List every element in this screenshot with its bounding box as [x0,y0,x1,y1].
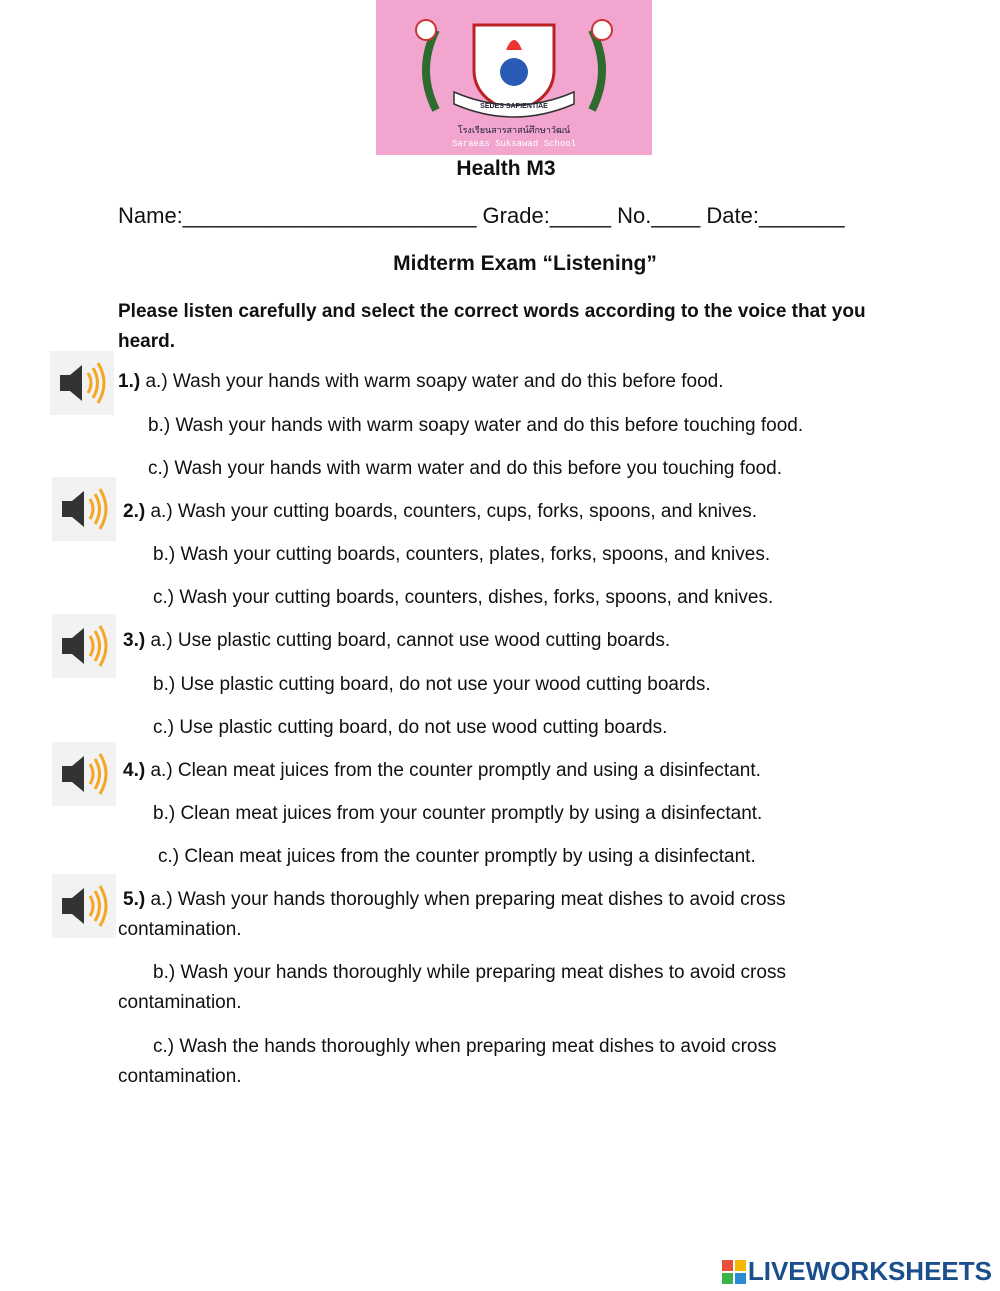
speaker-icon[interactable] [52,874,116,938]
speaker-icon[interactable] [50,351,114,415]
question-5-option-a[interactable]: 5.) a.) Wash your hands thoroughly when preparing meat dishes to avoid cross contamination. [118,889,786,940]
brand-name: LIVEWORKSHEETS [747,1256,992,1286]
liveworksheets-mark-icon [722,1260,746,1284]
question-4-option-a[interactable]: 4.) a.) Clean meat juices from the counter promptly and using a disinfectant. [123,760,761,781]
question-number: 3.) [123,630,146,651]
question-number: 1.) [118,371,141,392]
question-3-option-b[interactable]: b.) Use plastic cutting board, do not use your wood cutting boards. [153,674,711,695]
question-number: 2.) [123,501,146,522]
question-3-option-c[interactable]: c.) Use plastic cutting board, do not use wood cutting boards. [153,717,668,738]
question-5-option-c[interactable]: c.) Wash the hands thoroughly when preparing meat dishes to avoid cross contamination. [118,1036,777,1087]
question-2-option-c[interactable]: c.) Wash your cutting boards, counters, dishes, forks, spoons, and knives. [153,587,774,608]
exam-title: Midterm Exam “Listening” [393,252,657,275]
school-logo [376,0,652,155]
speaker-icon[interactable] [52,614,116,678]
question-1-option-a[interactable]: 1.) a.) Wash your hands with warm soapy water and do this before food. [118,371,724,392]
question-2-option-b[interactable]: b.) Wash your cutting boards, counters, plates, forks, spoons, and knives. [153,544,771,565]
instructions: Please listen carefully and select the correct words according to the voice that you heard. [118,301,866,352]
school-crest-image [376,0,652,155]
question-1-option-c[interactable]: c.) Wash your hands with warm water and do this before you touching food. [148,458,783,479]
page-title: Health M3 [456,157,556,180]
question-4-option-c[interactable]: c.) Clean meat juices from the counter promptly by using a disinfectant. [158,846,756,867]
logo-motto-text: SEDES SAPIENTIAE [480,103,548,110]
question-1-option-b[interactable]: b.) Wash your hands with warm soapy water and do this before touching food. [148,415,804,436]
question-number: 5.) [123,889,146,910]
question-2-option-a[interactable]: 2.) a.) Wash your cutting boards, counters, cups, forks, spoons, and knives. [123,501,758,522]
student-info-line: Name:________________________ Grade:_____ No.____ Date:_______ [118,203,845,228]
liveworksheets-logo [722,1256,992,1287]
speaker-icon[interactable] [52,477,116,541]
speaker-icon[interactable] [52,742,116,806]
question-4-option-b[interactable]: b.) Clean meat juices from your counter promptly by using a disinfectant. [153,803,763,824]
question-number: 4.) [123,760,146,781]
logo-thai-text: โรงเรียนสารสาสน์ศึกษาวัฒน์ [457,126,571,136]
question-3-option-a[interactable]: 3.) a.) Use plastic cutting board, cannot use wood cutting boards. [123,630,671,651]
question-5-option-b[interactable]: b.) Wash your hands thoroughly while preparing meat dishes to avoid cross contamination. [118,962,786,1013]
logo-english-text: Saraeas Suksawad School [451,139,577,149]
